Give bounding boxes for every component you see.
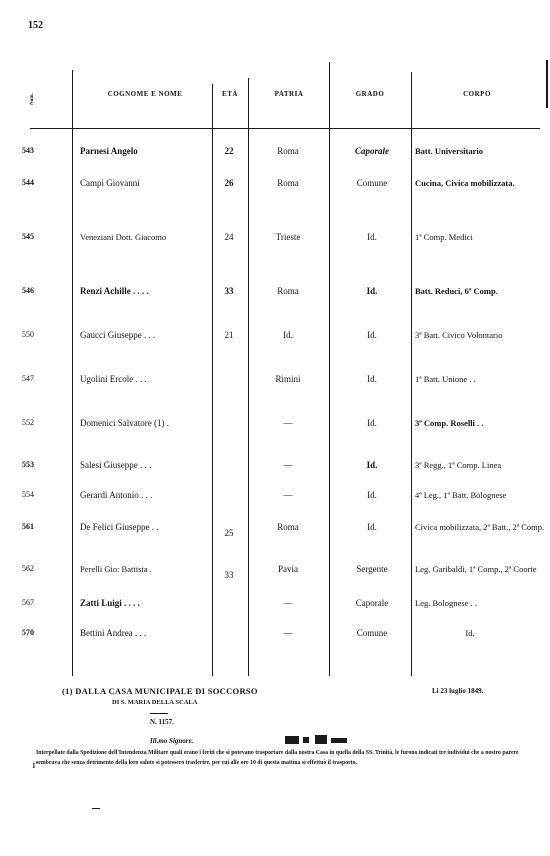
row-corpo: 3ª Batt. Civico Volontario <box>415 330 503 340</box>
row-corpo: 1ª Comp. Medici <box>415 232 473 242</box>
header-grado: GRADO <box>355 90 385 98</box>
row-number: 561 <box>22 522 34 531</box>
row-grado: Caporale <box>355 598 389 608</box>
row-age: 22 <box>224 146 234 156</box>
row-patria: — <box>283 490 293 500</box>
row-grado: Id. <box>367 374 377 384</box>
row-name: De Felici Giuseppe . . <box>80 522 159 532</box>
stamp-mark-icon <box>285 735 349 745</box>
letter-number: N. 1157. <box>150 718 174 726</box>
bottom-dash <box>92 808 100 809</box>
header-num: Num. <box>30 93 35 105</box>
row-age: 25 <box>224 528 234 538</box>
footnote-subheading: DI S. MARIA DELLA SCALA <box>112 699 198 706</box>
row-name: Veneziani Dott. Giacomo <box>80 232 167 242</box>
row-number: 547 <box>22 374 34 383</box>
row-patria: Rimini <box>275 374 301 384</box>
row-name: Parnesi Angelo <box>80 146 138 156</box>
row-number: 553 <box>22 460 34 469</box>
divider <box>150 713 168 714</box>
row-corpo: 3ª Comp. Roselli . . <box>415 418 484 428</box>
footnote-heading: (1) DALLA CASA MUNICIPALE DI SOCCORSO <box>62 686 258 696</box>
row-number: 550 <box>22 330 34 339</box>
row-name: Renzi Achille . . . . <box>80 286 149 296</box>
header-age: ETÀ <box>222 90 238 98</box>
column-divider <box>72 70 73 676</box>
row-grado: Id. <box>366 286 378 296</box>
letter-salutation: Ill.mo Signore. <box>150 737 194 745</box>
row-number: 567 <box>22 598 34 607</box>
footnote-marker: 1 <box>32 762 36 770</box>
header-rule <box>30 128 540 129</box>
row-age: 33 <box>224 570 234 580</box>
row-grado: Id. <box>366 460 378 470</box>
row-corpo: Civica mobilizzata, 2ª Batt., 2ª Comp. <box>415 522 545 532</box>
row-patria: Id. <box>283 330 293 340</box>
top-right-rule <box>546 60 548 108</box>
row-age: 21 <box>224 330 234 340</box>
row-corpo: Batt. Universitario <box>415 146 483 156</box>
row-corpo: Leg. Bolognese . . <box>415 598 477 608</box>
row-name: Campi Giovanni <box>80 178 140 188</box>
row-grado: Sergente <box>356 564 388 574</box>
row-corpo: 4ª Leg., 1ª Batt. Bolognese <box>415 490 507 500</box>
row-corpo: Id. <box>465 628 475 638</box>
header-patria: PATRIA <box>274 90 304 98</box>
row-name: Perelli Gio: Battista . <box>80 564 152 574</box>
row-patria: Roma <box>277 178 299 188</box>
row-grado: Id. <box>367 418 377 428</box>
column-divider <box>248 78 249 676</box>
row-grado: Id. <box>367 232 377 242</box>
row-age: 33 <box>224 286 234 296</box>
header-name: COGNOME E NOME <box>107 90 183 98</box>
row-corpo: Batt. Reduci, 6ª Comp. <box>415 286 498 296</box>
row-patria: Roma <box>277 146 299 156</box>
row-patria: Roma <box>277 522 299 532</box>
row-patria: — <box>283 418 293 428</box>
page-number: 152 <box>28 20 43 31</box>
row-name: Gerardi Antonio . . . <box>80 490 153 500</box>
row-name: Zatti Luigi . . . . <box>80 598 140 608</box>
row-grado: Comune <box>356 628 388 638</box>
row-grado: Id. <box>367 522 377 532</box>
row-patria: — <box>283 598 293 608</box>
row-corpo: 3ª Regg., 1ª Comp. Linea <box>415 460 502 470</box>
row-grado: Id. <box>367 330 377 340</box>
header-corpo: CORPO <box>463 90 491 98</box>
row-name: Ugolini Ercole . . . <box>80 374 147 384</box>
row-name: Gaucci Giuseppe . . . <box>80 330 156 340</box>
row-corpo: 1ª Batt. Unione . . <box>415 374 476 384</box>
row-name: Salesi Giuseppe . . . <box>80 460 152 470</box>
row-patria: Trieste <box>275 232 301 242</box>
column-divider <box>411 72 412 676</box>
row-number: 554 <box>22 490 34 499</box>
row-age: 26 <box>224 178 234 188</box>
row-corpo: Cucina, Civica mobilizzata. <box>415 178 515 188</box>
letter-body: Interpellate dalla Spedizione dell'Intendenza Militare quali erano i feriti che si potevano trasportare dalla nostra Casa in quella della SS. Trinità, le furono indicati tre individui che a nostro parere sembrava che senza detrimento della loro salute si potessero trasferire, per cui alle ore 10 di questa mattina si effettuò il trasporto. <box>36 750 519 766</box>
row-name: Bettini Andrea . . . <box>80 628 147 638</box>
column-divider <box>212 84 213 676</box>
row-number: 570 <box>22 628 34 637</box>
row-grado: Caporale <box>354 146 389 156</box>
row-number: 562 <box>22 564 34 573</box>
row-patria: — <box>283 460 293 470</box>
row-patria: — <box>283 628 293 638</box>
row-grado: Id. <box>367 490 377 500</box>
row-corpo: Leg. Garibaldi, 1ª Comp., 2ª Coorte <box>415 564 537 574</box>
row-number: 544 <box>22 178 34 187</box>
row-age: 24 <box>224 232 234 242</box>
row-number: 545 <box>22 232 34 241</box>
row-patria: Roma <box>277 286 299 296</box>
column-divider <box>329 62 330 676</box>
letter-date: Li 23 luglio 1849. <box>432 687 484 695</box>
row-name: Domenici Salvatore (1) . <box>80 418 169 428</box>
row-number: 543 <box>22 146 34 155</box>
row-number: 552 <box>22 418 34 427</box>
row-number: 546 <box>22 286 34 295</box>
row-grado: Comune <box>356 178 388 188</box>
row-patria: Pavia <box>278 564 298 574</box>
